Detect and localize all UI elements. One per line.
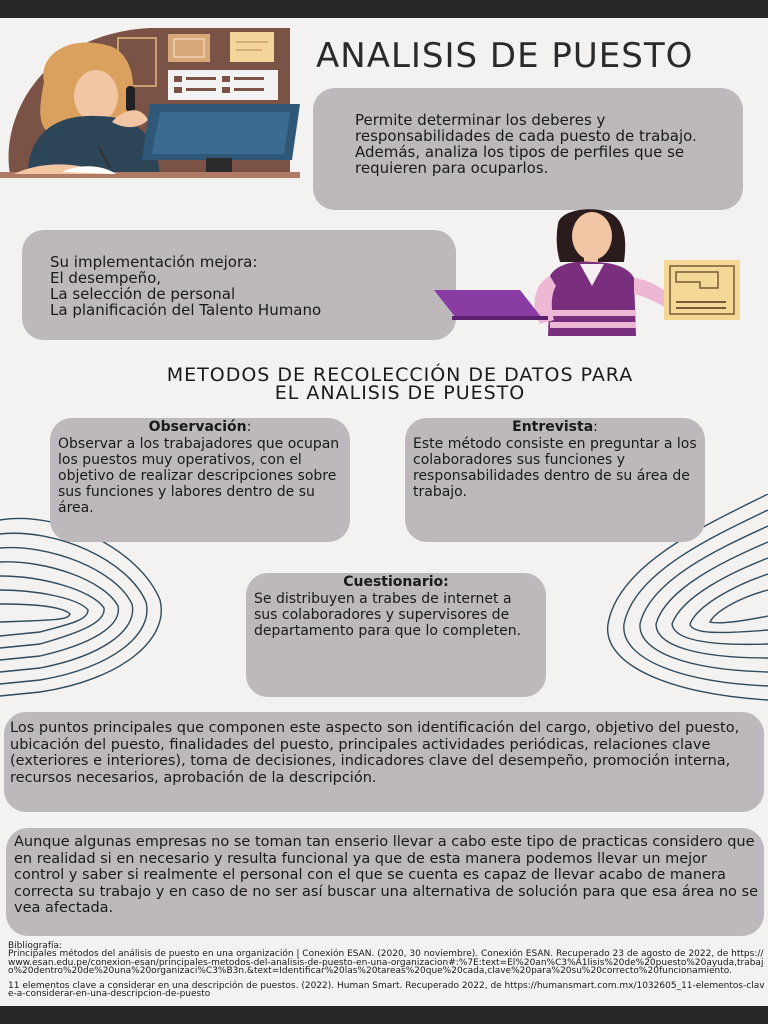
- intro-text: Permite determinar los deberes y responsabilidades de cada puesto de trabajo. Además, analiza los tipos de perfiles que se requieren para ocuparlos.: [355, 111, 697, 177]
- cuestionario-title: Cuestionario:: [343, 574, 449, 590]
- observacion-title-row: [50, 418, 350, 436]
- bottom-bar: [0, 1006, 768, 1024]
- cuestionario-card: [246, 573, 546, 697]
- observacion-colon: :: [246, 419, 252, 435]
- implementation-box: [22, 230, 456, 340]
- entrevista-colon: :: [593, 419, 598, 435]
- entrevista-text: Este método consiste en preguntar a los colaboradores sus funciones y responsabilidades dentro de su área de trabajo.: [413, 436, 697, 500]
- observacion-card: [50, 418, 350, 542]
- entrevista-title: Entrevista: [512, 419, 594, 435]
- points-box: [4, 712, 764, 812]
- entrevista-title-row: [405, 418, 705, 436]
- cuestionario-text: Se distribuyen a trabes de internet a sus colaboradores y supervisores de departamento para que lo completen.: [254, 591, 522, 639]
- presenter-illustration: [430, 206, 750, 336]
- bibliography-ref-2: 11 elementos clave a considerar en una descripción de puestos. (2022). Human Smart. Recuperado 2022, de https://humansmart.com.mx/1032605_11-elementos-clave-a-considerar-en-una-descripcion-de-puesto: [8, 980, 765, 1000]
- top-bar: [0, 0, 768, 18]
- implementation-text: Su implementación mejora: El desempeño, La selección de personal La planificación del Talento Humano: [50, 253, 322, 319]
- entrevista-card: [405, 418, 705, 542]
- bibliography-ref-1: Principales métodos del análisis de puesto en una organización | Conexión ESAN. (2020, 30 noviembre). Conexión ESAN. Recuperado 23 de agosto de 2022, de https://www.esan.edu.pe/conexion-esan/principales-metodos-del-analisis-de-puesto-en-una-organizacion#:%7E:text=El%20an%C3%A1lisis%20de%20puesto%20ayuda,trabajo%20dentro%20de%20una%20organizaci%C3%B3n.&text=Identificar%20las%20tareas%20que%20cada,clave%20para%20su%20correcto%20funcionamiento.: [8, 949, 764, 977]
- intro-box: [313, 88, 743, 210]
- methods-heading: METODOS DE RECOLECCIÓN DE DATOS PARA EL ANALISIS DE PUESTO: [166, 364, 634, 404]
- observacion-title: Observación: [148, 419, 247, 435]
- opinion-text: Aunque algunas empresas no se toman tan enserio llevar a cabo este tipo de practicas considero que en realidad si en necesario y resulta funcional ya que de esta manera podemos llevar un mejor control y saber si realmente el personal con el que se cuenta es capaz de llevar acabo de manera correcta su trabajo y en caso de no ser así buscar una alternativa de solución para que esa área no se vea afectada.: [14, 834, 759, 916]
- office-worker-illustration: [0, 24, 310, 182]
- page-title: ANALISIS DE PUESTO: [316, 36, 694, 76]
- bibliography-label: Bibliografía:: [8, 941, 63, 951]
- points-text: Los puntos principales que componen este aspecto son identificación del cargo, objetivo del puesto, ubicación del puesto, finalidades del puesto, principales actividades periódicas, relaciones clave (exteriores e interiores), toma de decisiones, indicadores clave del desempeño, promoción interna, recursos necesarios, aprobación de la descripción.: [10, 720, 740, 786]
- observacion-text: Observar a los trabajadores que ocupan los puestos muy operativos, con el objetivo de realizar descripciones sobre sus funciones y labores dentro de su área.: [58, 436, 340, 516]
- opinion-box: [6, 828, 764, 936]
- bibliography: [8, 942, 768, 998]
